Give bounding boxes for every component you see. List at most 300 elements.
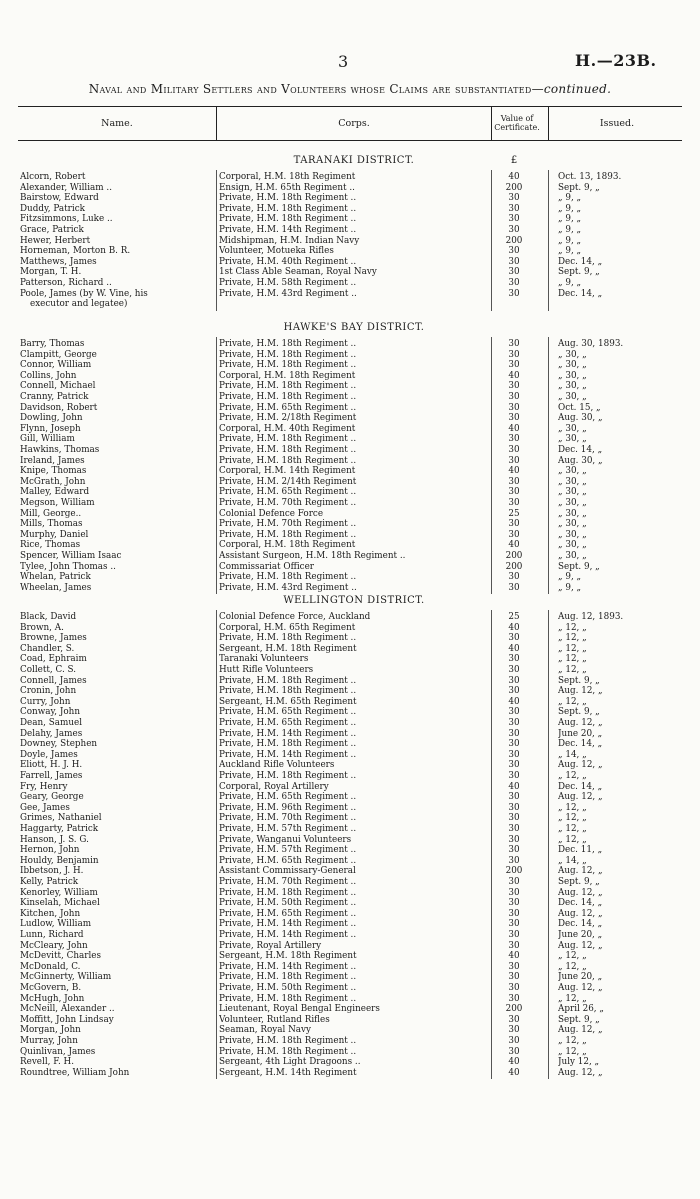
issued-date: Aug. 12, 1893. (558, 612, 624, 622)
table-row (0, 941, 700, 952)
corps-cell: Private, H.M. 18th Regiment .. (219, 360, 357, 371)
issued-date: „ 12, „ (558, 696, 587, 707)
issued-date: „ 30, „ (558, 519, 587, 530)
issued-date: „ 30, „ (558, 349, 587, 360)
issued-date: „ 9, „ (558, 572, 582, 583)
table-row (0, 1015, 700, 1026)
column-divider-3 (548, 337, 549, 594)
district-heading: TARANAKI DISTRICT. (293, 155, 415, 166)
certificate-value: 40 (508, 172, 520, 182)
table-row (0, 898, 700, 909)
issued-date: „ 12, „ (558, 771, 587, 781)
corps-cell: Private, H.M. 65th Regiment .. (219, 908, 357, 919)
certificate-value: 30 (508, 455, 520, 466)
corps-cell: Corporal, H.M. 65th Regiment (219, 622, 356, 633)
settler-name: Rice, Thomas (20, 540, 81, 551)
settler-name: Murphy, Daniel (20, 529, 89, 540)
issued-date: „ 14, „ (558, 855, 587, 866)
table-row (0, 477, 700, 488)
certificate-value: 40 (508, 643, 520, 654)
issued-date: June 20, „ (558, 728, 603, 739)
certificate-value: 30 (508, 519, 520, 530)
corps-cell: Private, H.M. 14th Regiment .. (219, 225, 357, 235)
settler-name: Fry, Henry (20, 781, 68, 792)
table-row (0, 204, 700, 215)
paper-reference: H.—23B. (575, 51, 657, 70)
issued-date: Aug. 12, „ (558, 718, 603, 728)
certificate-value: 200 (505, 561, 523, 572)
settler-name: Doyle, James (20, 749, 78, 760)
issued-date: „ 30, „ (558, 434, 587, 445)
table-row (0, 456, 700, 467)
issued-date: June 20, „ (558, 930, 603, 940)
certificate-value: 30 (508, 402, 520, 413)
table-row (0, 289, 700, 300)
certificate-value: 30 (508, 792, 520, 803)
table-row (0, 562, 700, 573)
issued-date: „ 9, „ (558, 214, 582, 225)
settler-name: Duddy, Patrick (20, 203, 85, 214)
table-row (0, 1004, 700, 1015)
issued-date: „ 30, „ (558, 370, 587, 381)
corps-cell: Private, H.M. 18th Regiment .. (219, 686, 357, 697)
corps-cell: Private, H.M. 18th Regiment .. (219, 445, 357, 455)
certificate-value: 200 (505, 1004, 523, 1015)
certificate-value: 30 (508, 972, 520, 983)
issued-date: Dec. 14, „ (558, 781, 603, 792)
settler-name: Flynn, Joseph (20, 423, 81, 434)
issued-date: Dec. 14, „ (558, 445, 603, 455)
corps-cell: Corporal, H.M. 40th Regiment (219, 423, 356, 434)
corps-cell: Private, H.M. 96th Regiment .. (219, 802, 357, 813)
certificate-value: 30 (508, 498, 520, 508)
issued-date: „ 9, „ (558, 582, 582, 593)
table-row (0, 572, 700, 583)
issued-date: „ 12, „ (558, 824, 587, 834)
corps-cell: Private, H.M. 18th Regiment .. (219, 633, 357, 644)
table-row (0, 445, 700, 456)
corps-cell: Volunteer, Motueka Rifles (219, 246, 334, 257)
settler-name: Dean, Samuel (20, 718, 83, 728)
certificate-value: 30 (508, 983, 520, 993)
issued-date: „ 12, „ (558, 993, 587, 1004)
corps-cell: Private, H.M. 18th Regiment .. (219, 381, 357, 392)
certificate-value: 40 (508, 466, 520, 477)
issued-date: Dec. 14, „ (558, 256, 603, 267)
issued-date: Aug. 30, „ (558, 413, 603, 424)
certificate-value: 30 (508, 413, 520, 424)
settler-name: Megson, William (20, 498, 95, 508)
issued-date: Dec. 14, „ (558, 919, 603, 930)
table-row (0, 487, 700, 498)
table-row (0, 403, 700, 414)
corps-cell: Private, H.M. 18th Regiment .. (219, 887, 357, 898)
certificate-value: 25 (508, 508, 520, 519)
certificate-value: 25 (508, 612, 520, 622)
certificate-value: 30 (508, 225, 520, 235)
certificate-value: 30 (508, 887, 520, 898)
table-row (0, 835, 700, 846)
table-row (0, 413, 700, 424)
settler-name: Alexander, William .. (20, 182, 113, 193)
settler-name: Dowling, John (20, 413, 83, 424)
settler-name: executor and legatee) (30, 299, 128, 310)
certificate-value: 30 (508, 771, 520, 781)
settler-name: Hanson, J. S. G. (20, 834, 89, 845)
column-divider-1 (216, 337, 217, 594)
table-row (0, 1068, 700, 1079)
corps-cell: Corporal, H.M. 18th Regiment (219, 370, 356, 381)
corps-cell: Private, H.M. 18th Regiment .. (219, 529, 357, 540)
certificate-value: 30 (508, 749, 520, 760)
corps-cell: Lieutenant, Royal Bengal Engineers (219, 1004, 380, 1015)
issued-date: „ 30, „ (558, 360, 587, 371)
issued-date: „ 12, „ (558, 802, 587, 813)
district-heading: WELLINGTON DISTRICT. (283, 595, 425, 606)
corps-cell: Assistant Surgeon, H.M. 18th Regiment .. (219, 551, 406, 561)
issued-date: Aug. 12, „ (558, 887, 603, 898)
table-row (0, 866, 700, 877)
issued-date: Aug. 30, 1893. (558, 339, 624, 349)
settler-name: Quinlivan, James (20, 1046, 96, 1057)
issued-date: Sept. 9, „ (558, 182, 600, 193)
certificate-value: 30 (508, 877, 520, 887)
settler-name: Clampitt, George (20, 349, 97, 360)
settler-name: McDonald, C. (20, 961, 81, 972)
table-row (0, 792, 700, 803)
corps-cell: Private, H.M. 18th Regiment .. (219, 771, 357, 781)
table-row (0, 888, 700, 899)
issued-date: April 26, „ (558, 1004, 604, 1015)
certificate-value: 30 (508, 665, 520, 675)
settler-name: Kenorley, William (20, 887, 98, 898)
table-row (0, 246, 700, 257)
issued-date: „ 9, „ (558, 278, 582, 288)
certificate-value: 30 (508, 739, 520, 750)
settler-name: Curry, John (20, 696, 71, 707)
table-title-main: Naval and Military Settlers and Volunteers whose Claims are substantiated— (88, 82, 544, 96)
table-row (0, 172, 700, 183)
settler-name: Davidson, Robert (20, 402, 98, 413)
district-heading: HAWKE'S BAY DISTRICT. (283, 322, 425, 333)
corps-cell: Assistant Commissary-General (219, 866, 356, 877)
corps-cell: Private, H.M. 18th Regiment .. (219, 349, 357, 360)
table-row (0, 782, 700, 793)
settler-name: McGovern, B. (20, 983, 82, 993)
settler-name: McNeill, Alexander .. (20, 1004, 115, 1015)
issued-date: „ 30, „ (558, 487, 587, 498)
issued-date: „ 14, „ (558, 749, 587, 760)
certificate-value: 30 (508, 813, 520, 824)
issued-date: „ 30, „ (558, 540, 587, 551)
table-row (0, 519, 700, 530)
table-row (0, 771, 700, 782)
certificate-value: 30 (508, 487, 520, 498)
table-row (0, 392, 700, 403)
settler-name: Collins, John (20, 370, 77, 381)
corps-cell: Private, H.M. 14th Regiment .. (219, 728, 357, 739)
issued-date: „ 9, „ (558, 203, 582, 214)
table-row (0, 267, 700, 278)
issued-date: „ 30, „ (558, 392, 587, 402)
settler-name: Farrell, James (20, 771, 83, 781)
corps-cell: Private, H.M. 58th Regiment .. (219, 278, 357, 288)
settler-name: Cranny, Patrick (20, 392, 89, 402)
corps-cell: Corporal, Royal Artillery (219, 781, 329, 792)
certificate-value: 30 (508, 707, 520, 718)
settler-name: Eliott, H. J. H. (20, 760, 83, 771)
certificate-value: 30 (508, 360, 520, 371)
settler-name: Geary, George (20, 792, 84, 803)
table-row (0, 1036, 700, 1047)
certificate-value: 30 (508, 824, 520, 834)
certificate-value: 30 (508, 1014, 520, 1025)
table-row (0, 739, 700, 750)
corps-cell: Private, H.M. 65th Regiment .. (219, 718, 357, 728)
certificate-value: 30 (508, 445, 520, 455)
header-divider-2 (491, 106, 492, 140)
corps-cell: Private, H.M. 18th Regiment .. (219, 675, 357, 686)
table-row (0, 654, 700, 665)
settler-name: Cronin, John (20, 686, 77, 697)
corps-cell: Ensign, H.M. 65th Regiment .. (219, 182, 355, 193)
issued-date: Aug. 12, „ (558, 1025, 603, 1036)
table-row (0, 278, 700, 289)
table-row (0, 466, 700, 477)
issued-date: Aug. 12, „ (558, 686, 603, 697)
certificate-value: 30 (508, 728, 520, 739)
settler-name: Brown, A. (20, 622, 64, 633)
issued-date: „ 9, „ (558, 246, 582, 257)
certificate-value: 30 (508, 246, 520, 257)
settler-name: Hewer, Herbert (20, 235, 91, 246)
issued-date: „ 12, „ (558, 961, 587, 972)
certificate-value: 30 (508, 1046, 520, 1057)
certificate-value: 30 (508, 686, 520, 697)
corps-cell: Colonial Defence Force (219, 508, 324, 519)
corps-cell: Private, H.M. 65th Regiment .. (219, 402, 357, 413)
corps-cell: Private, H.M. 57th Regiment .. (219, 845, 357, 856)
certificate-value: 30 (508, 1036, 520, 1046)
table-row (0, 686, 700, 697)
corps-cell: Private, H.M. 14th Regiment .. (219, 749, 357, 760)
corps-cell: Private, H.M. 18th Regiment .. (219, 739, 357, 750)
corps-cell: Private, H.M. 43rd Regiment .. (219, 582, 357, 593)
corps-cell: 1st Class Able Seaman, Royal Navy (219, 267, 377, 278)
certificate-value: 30 (508, 908, 520, 919)
certificate-value: 30 (508, 718, 520, 728)
certificate-value: 40 (508, 1067, 520, 1078)
certificate-value: 200 (505, 182, 523, 193)
table-row (0, 339, 700, 350)
certificate-value: 40 (508, 1057, 520, 1068)
issued-date: June 20, „ (558, 972, 603, 983)
settler-name: Alcorn, Robert (20, 172, 86, 182)
table-row (0, 498, 700, 509)
settler-name: Conway, John (20, 707, 81, 718)
corps-cell: Corporal, H.M. 18th Regiment (219, 540, 356, 551)
settler-name: Barry, Thomas (20, 339, 85, 349)
table-row (0, 193, 700, 204)
corps-cell: Private, H.M. 65th Regiment .. (219, 792, 357, 803)
issued-date: Dec. 14, „ (558, 739, 603, 750)
issued-date: „ 12, „ (558, 1036, 587, 1046)
settler-name: Delahy, James (20, 728, 83, 739)
table-row (0, 530, 700, 541)
corps-cell: Private, H.M. 43rd Regiment .. (219, 288, 357, 299)
settler-name: Coad, Ephraim (20, 654, 87, 665)
certificate-value: 30 (508, 349, 520, 360)
settler-name: Mills, Thomas (20, 519, 83, 530)
corps-cell: Private, H.M. 18th Regiment .. (219, 203, 357, 214)
settler-name: Bairstow, Edward (20, 193, 99, 204)
settler-name: Whelan, Patrick (20, 572, 91, 583)
issued-date: Oct. 15, „ (558, 402, 601, 413)
issued-date: „ 9, „ (558, 235, 582, 246)
corps-cell: Private, H.M. 18th Regiment .. (219, 1046, 357, 1057)
table-row (0, 962, 700, 973)
settler-name: McGrath, John (20, 476, 86, 487)
settler-name: Malley, Edward (20, 487, 90, 498)
column-divider-2 (491, 610, 492, 1079)
corps-cell: Corporal, H.M. 18th Regiment (219, 172, 356, 182)
certificate-value: 30 (508, 278, 520, 288)
corps-cell: Private, H.M. 14th Regiment .. (219, 919, 357, 930)
table-row (0, 360, 700, 371)
table-row (0, 644, 700, 655)
certificate-value: 200 (505, 866, 523, 877)
table-row (0, 983, 700, 994)
issued-date: „ 30, „ (558, 466, 587, 477)
certificate-value: 30 (508, 529, 520, 540)
table-row (0, 236, 700, 247)
certificate-value: 30 (508, 288, 520, 299)
corps-cell: Private, H.M. 18th Regiment .. (219, 572, 357, 583)
certificate-value: 30 (508, 834, 520, 845)
issued-date: Dec. 11, „ (558, 845, 603, 856)
settler-name: Morgan, T. H. (20, 267, 82, 278)
table-row (0, 583, 700, 594)
corps-cell: Corporal, H.M. 14th Regiment (219, 466, 356, 477)
settler-name: Gee, James (20, 802, 70, 813)
issued-date: Sept. 9, „ (558, 675, 600, 686)
corps-cell: Private, H.M. 70th Regiment .. (219, 498, 357, 508)
settler-name: Browne, James (20, 633, 87, 644)
settler-name: Collett, C. S. (20, 665, 77, 675)
certificate-value: 200 (505, 235, 523, 246)
settler-name: Houldy, Benjamin (20, 855, 99, 866)
settler-name: Roundtree, William John (20, 1067, 130, 1078)
corps-cell: Sergeant, 4th Light Dragoons .. (219, 1057, 361, 1068)
certificate-value: 30 (508, 434, 520, 445)
certificate-value: 30 (508, 1025, 520, 1036)
issued-date: Aug. 12, „ (558, 866, 603, 877)
certificate-value: 30 (508, 930, 520, 940)
settler-name: Tylee, John Thomas .. (20, 561, 116, 572)
table-row (0, 1025, 700, 1036)
certificate-value: 30 (508, 582, 520, 593)
corps-cell: Auckland Rifle Volunteers (219, 760, 335, 771)
certificate-value: 40 (508, 622, 520, 633)
issued-date: „ 30, „ (558, 381, 587, 392)
corps-cell: Private, H.M. 18th Regiment .. (219, 455, 357, 466)
settler-name: Grimes, Nathaniel (20, 813, 102, 824)
corps-cell: Private, H.M. 50th Regiment .. (219, 898, 357, 909)
corps-cell: Sergeant, H.M. 65th Regiment (219, 696, 357, 707)
settler-name: Ireland, James (20, 455, 85, 466)
corps-cell: Private, H.M. 57th Regiment .. (219, 824, 357, 834)
corps-cell: Private, H.M. 18th Regiment .. (219, 214, 357, 225)
table-row (0, 803, 700, 814)
table-row (0, 707, 700, 718)
column-header-issued: Issued. (599, 118, 635, 129)
issued-date: Aug. 12, „ (558, 792, 603, 803)
certificate-value: 200 (505, 551, 523, 561)
table-row (0, 909, 700, 920)
table-row (0, 551, 700, 562)
settler-name: McHugh, John (20, 993, 85, 1004)
settler-name: Gill, William (20, 434, 75, 445)
issued-date: Aug. 30, „ (558, 455, 603, 466)
issued-date: „ 12, „ (558, 834, 587, 845)
issued-date: Aug. 12, „ (558, 1067, 603, 1078)
settler-name: Spencer, William Isaac (20, 551, 122, 561)
corps-cell: Private, H.M. 14th Regiment .. (219, 930, 357, 940)
table-row (0, 951, 700, 962)
certificate-value: 40 (508, 951, 520, 962)
certificate-value: 30 (508, 392, 520, 402)
corps-cell: Private, H.M. 2/18th Regiment (219, 413, 357, 424)
corps-cell: Private, H.M. 65th Regiment .. (219, 707, 357, 718)
corps-cell: Sergeant, H.M. 18th Regiment (219, 643, 357, 654)
table-row (0, 994, 700, 1005)
issued-date: „ 30, „ (558, 529, 587, 540)
table-row (0, 877, 700, 888)
table-row (0, 381, 700, 392)
column-divider-3 (548, 170, 549, 311)
settler-name: Knipe, Thomas (20, 466, 87, 477)
column-divider-1 (216, 610, 217, 1079)
table-row (0, 813, 700, 824)
issued-date: Sept. 9, „ (558, 267, 600, 278)
certificate-value: 30 (508, 633, 520, 644)
certificate-value: 30 (508, 898, 520, 909)
settler-name: Black, David (20, 612, 77, 622)
issued-date: „ 12, „ (558, 951, 587, 962)
issued-date: „ 12, „ (558, 633, 587, 644)
table-row (0, 729, 700, 740)
table-row (0, 845, 700, 856)
settler-name: Ludlow, William (20, 919, 92, 930)
corps-cell: Private, H.M. 18th Regiment .. (219, 1036, 357, 1046)
corps-cell: Private, H.M. 70th Regiment .. (219, 813, 357, 824)
certificate-value: 30 (508, 654, 520, 665)
corps-cell: Private, H.M. 18th Regiment .. (219, 193, 357, 204)
table-row (0, 424, 700, 435)
issued-date: Sept. 9, „ (558, 707, 600, 718)
certificate-value: 40 (508, 781, 520, 792)
column-divider-3 (548, 610, 549, 1079)
certificate-value: 30 (508, 675, 520, 686)
certificate-value: 30 (508, 760, 520, 771)
table-row (0, 697, 700, 708)
column-header-corps: Corps. (338, 118, 370, 129)
issued-date: „ 30, „ (558, 508, 587, 519)
corps-cell: Private, H.M. 40th Regiment .. (219, 256, 357, 267)
table-row (0, 1057, 700, 1068)
issued-date: Sept. 9, „ (558, 561, 600, 572)
corps-cell: Taranaki Volunteers (219, 654, 309, 665)
